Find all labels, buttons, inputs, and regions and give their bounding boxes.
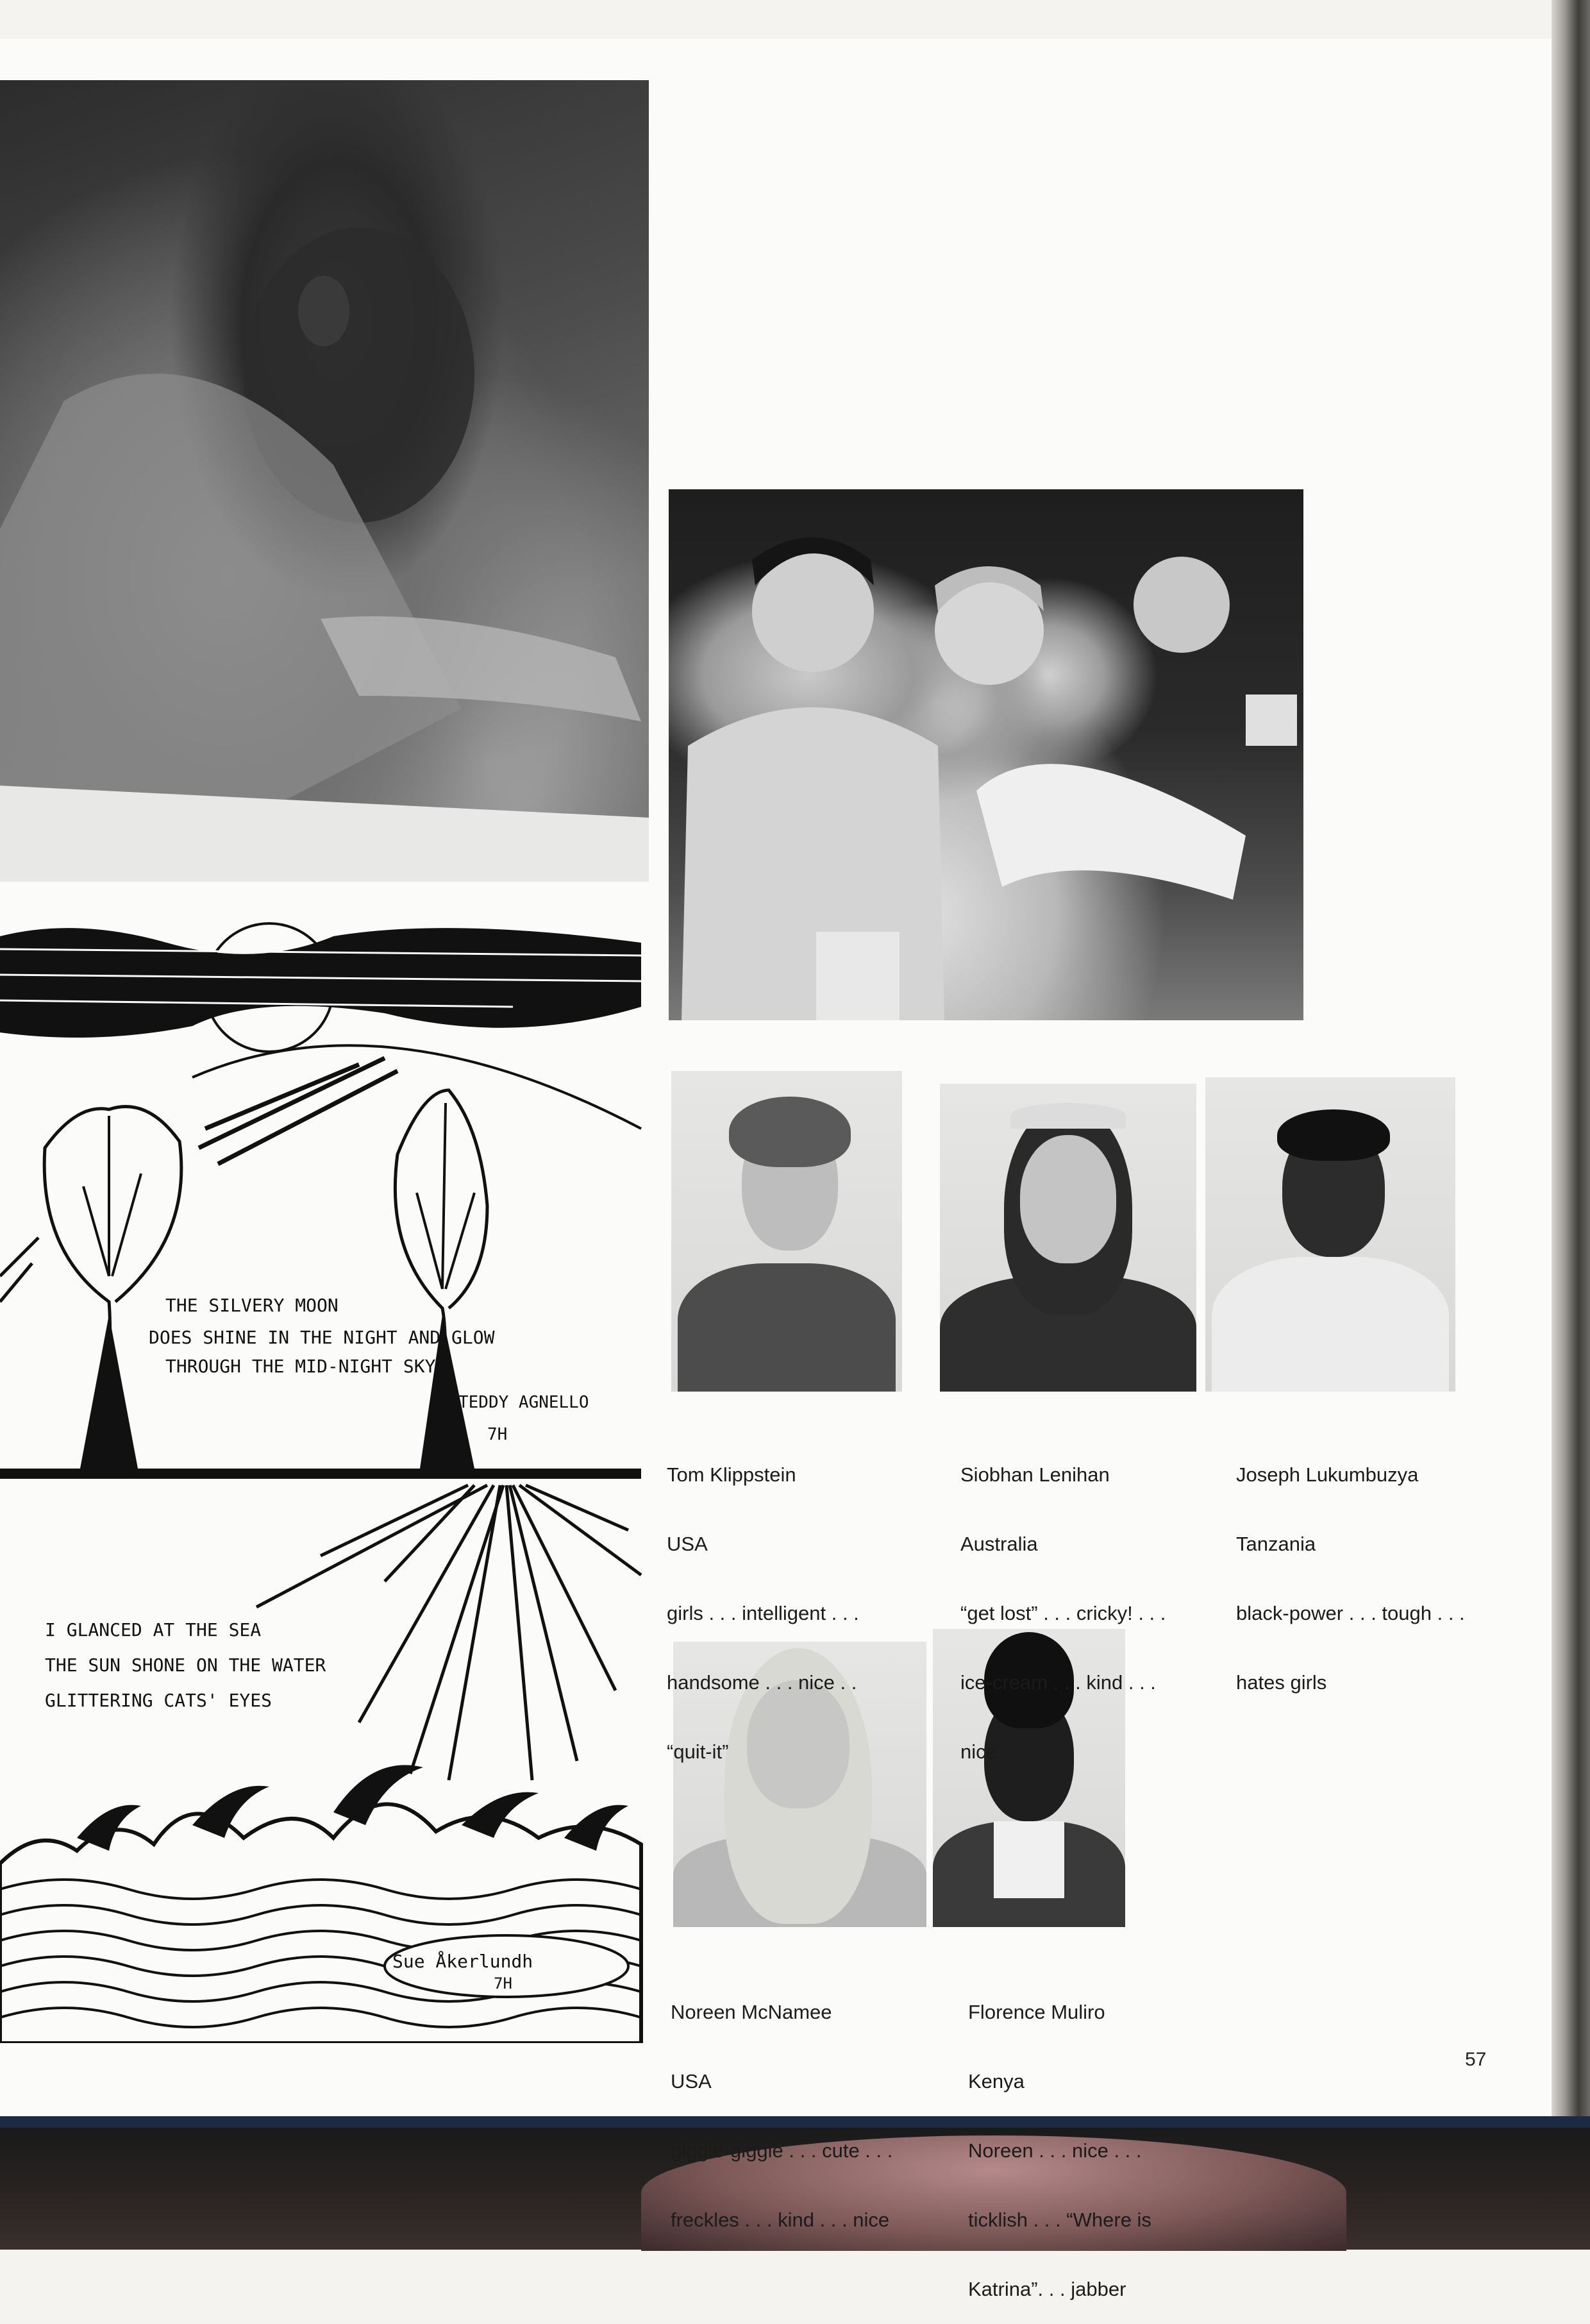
student-remark: “quit-it” (667, 1740, 729, 1763)
student-remark: black-power . . . tough . . . (1236, 1602, 1465, 1624)
drawing-moon-trees (0, 917, 648, 1475)
student-country: Tanzania (1236, 1533, 1316, 1555)
student-name: Noreen McNamee (671, 2001, 832, 2023)
student-remark: Katrina”. . . jabber (968, 2278, 1126, 2300)
portrait-joseph-lukumbuzya (1205, 1077, 1455, 1392)
caption-tom-klippstein (667, 1417, 859, 1787)
caption-florence-muliro (968, 1955, 1151, 2324)
portrait-siobhan-lenihan (940, 1084, 1196, 1392)
poem1-line2: DOES SHINE IN THE NIGHT AND GLOW (149, 1327, 495, 1348)
horizon-line (0, 1469, 641, 1479)
student-country: USA (671, 2070, 712, 2092)
student-remark: ice-cream . . . kind . . . (960, 1671, 1156, 1694)
caption-joseph-lukumbuzya (1236, 1417, 1465, 1717)
student-remark: girls . . . intelligent . . . (667, 1602, 859, 1624)
student-remark: nice (960, 1740, 997, 1763)
book-spine (1552, 0, 1590, 2250)
student-remark: giggle-giggle . . . cute . . . (671, 2139, 893, 2162)
poem2-line2: THE SUN SHONE ON THE WATER (45, 1655, 326, 1676)
drawing-sea-sun (0, 1479, 648, 2043)
photo-group-eating (669, 489, 1303, 1020)
student-name: Siobhan Lenihan (960, 1463, 1110, 1486)
student-country: Australia (960, 1533, 1038, 1555)
student-remark: ticklish . . . “Where is (968, 2209, 1151, 2231)
poem2-class: 7H (494, 1975, 512, 1992)
student-country: Kenya (968, 2070, 1025, 2092)
poem2-line3: GLITTERING CATS' EYES (45, 1690, 272, 1711)
student-country: USA (667, 1533, 708, 1555)
poem1-line1: THE SILVERY MOON (165, 1295, 339, 1316)
poem2-author: Sue Åkerlundh (392, 1951, 533, 1972)
student-remark: hates girls (1236, 1671, 1327, 1694)
poem2-line1: I GLANCED AT THE SEA (45, 1619, 262, 1640)
poem1-line3: THROUGH THE MID-NIGHT SKY (165, 1356, 436, 1377)
poem1-author: TEDDY AGNELLO (458, 1393, 589, 1412)
student-name: Joseph Lukumbuzya (1236, 1463, 1419, 1486)
caption-siobhan-lenihan (960, 1417, 1166, 1787)
student-name: Tom Klippstein (667, 1463, 796, 1486)
portrait-tom-klippstein (671, 1071, 902, 1392)
page-number: 57 (1465, 2049, 1487, 2070)
student-remark: Noreen . . . nice . . . (968, 2139, 1142, 2162)
caption-noreen-mcnamee (671, 1955, 892, 2255)
student-remark: handsome . . . nice . . (667, 1671, 857, 1694)
student-name: Florence Muliro (968, 2001, 1105, 2023)
student-remark: freckles . . . kind . . . nice (671, 2209, 890, 2231)
photo-boy-writing (0, 80, 649, 882)
student-remark: “get lost” . . . cricky! . . . (960, 1602, 1166, 1624)
poem1-class: 7H (487, 1425, 508, 1444)
